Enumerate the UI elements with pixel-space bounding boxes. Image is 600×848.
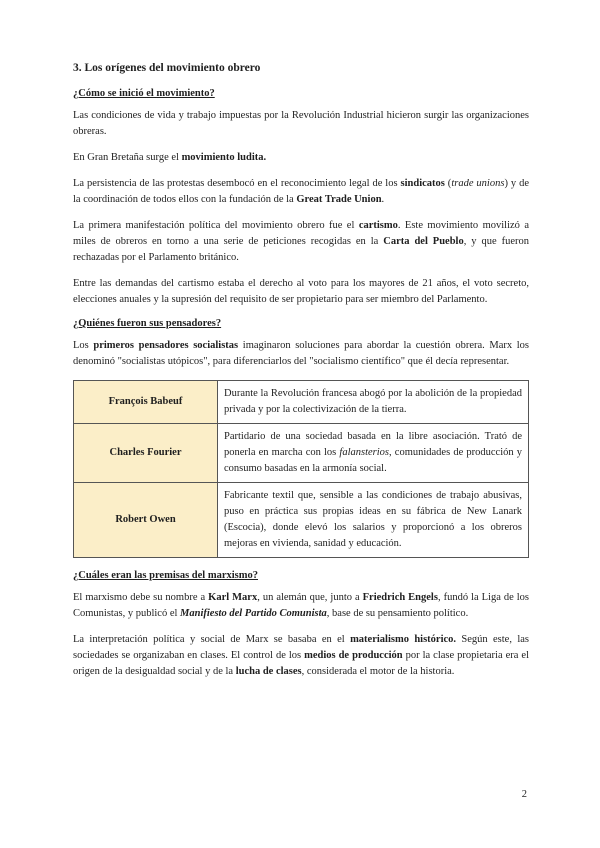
paragraph: La persistencia de las protestas desembocó en el reconocimiento legal de los sindicatos (trade unions) y de la coordinación de todos ellos con la fundación de la Great Trade Union. (73, 178, 529, 205)
thinker-name: Charles Fourier (74, 424, 218, 483)
page-number: 2 (521, 789, 527, 800)
table-row (74, 381, 529, 424)
paragraph: La primera manifestación política del movimiento obrero fue el cartismo. Este movimiento movilizó a miles de obreros en torno a una serie de peticiones recogidas en la Carta del Pueblo, y que fueron rechazadas por el Parlamento británico. (73, 220, 529, 263)
section-title: 3. Los orígenes del movimiento obrero (73, 62, 261, 74)
paragraph: Los primeros pensadores socialistas imaginaron soluciones para abordar la cuestión obrera. Marx los denominó "socialistas utópicos", para diferenciarlos del "socialismo científico" que él decía representar. (73, 340, 530, 367)
thinker-description: Partidario de una sociedad basada en la libre asociación. Trató de ponerla en marcha con los falansterios, comunidades de producción y consumo basadas en la armonía social. (218, 424, 529, 483)
table-row (74, 483, 529, 558)
paragraph: Entre las demandas del cartismo estaba el derecho al voto para los mayores de 21 años, el voto secreto, elecciones anuales y la supresión del requisito de ser propietario para ser miembro del Parlamento. (73, 278, 529, 305)
paragraph: El marxismo debe su nombre a Karl Marx, un alemán que, junto a Friedrich Engels, fundó la Liga de los Comunistas, y publicó el Manifiesto del Partido Comunista, base de su pensamiento político. (73, 592, 530, 619)
thinkers-table (73, 380, 529, 558)
thinker-description: Fabricante textil que, sensible a las condiciones de trabajo abusivas, puso en práctica sus propias ideas en su fábrica de New Lanark (Escocia), donde elevó los salarios y proporcionó a los obreros mejoras en vivienda, sanidad y educación. (218, 483, 529, 558)
thinker-name: François Babeuf (74, 381, 218, 424)
paragraph: En Gran Bretaña surge el movimiento ludita. (73, 152, 267, 163)
paragraph: La interpretación política y social de Marx se basaba en el materialismo histórico. Según este, las sociedades se organizaban en clases. El control de los medios de producción por la clase propietaria era el origen de la desigualdad social y de la lucha de clases, considerada el motor de la historia. (73, 634, 529, 677)
thinker-description: Durante la Revolución francesa abogó por la abolición de la propiedad privada y por la colectivización de la tierra. (218, 381, 529, 424)
page-content (73, 62, 529, 690)
heading-inicio: ¿Cómo se inició el movimiento? (73, 88, 215, 99)
thinker-name: Robert Owen (74, 483, 218, 558)
table-row (74, 424, 529, 483)
paragraph: Las condiciones de vida y trabajo impuestas por la Revolución Industrial hicieron surgir las organizaciones obreras. (73, 110, 529, 137)
heading-pensadores: ¿Quiénes fueron sus pensadores? (73, 318, 222, 329)
heading-marxismo: ¿Cuáles eran las premisas del marxismo? (73, 570, 259, 581)
